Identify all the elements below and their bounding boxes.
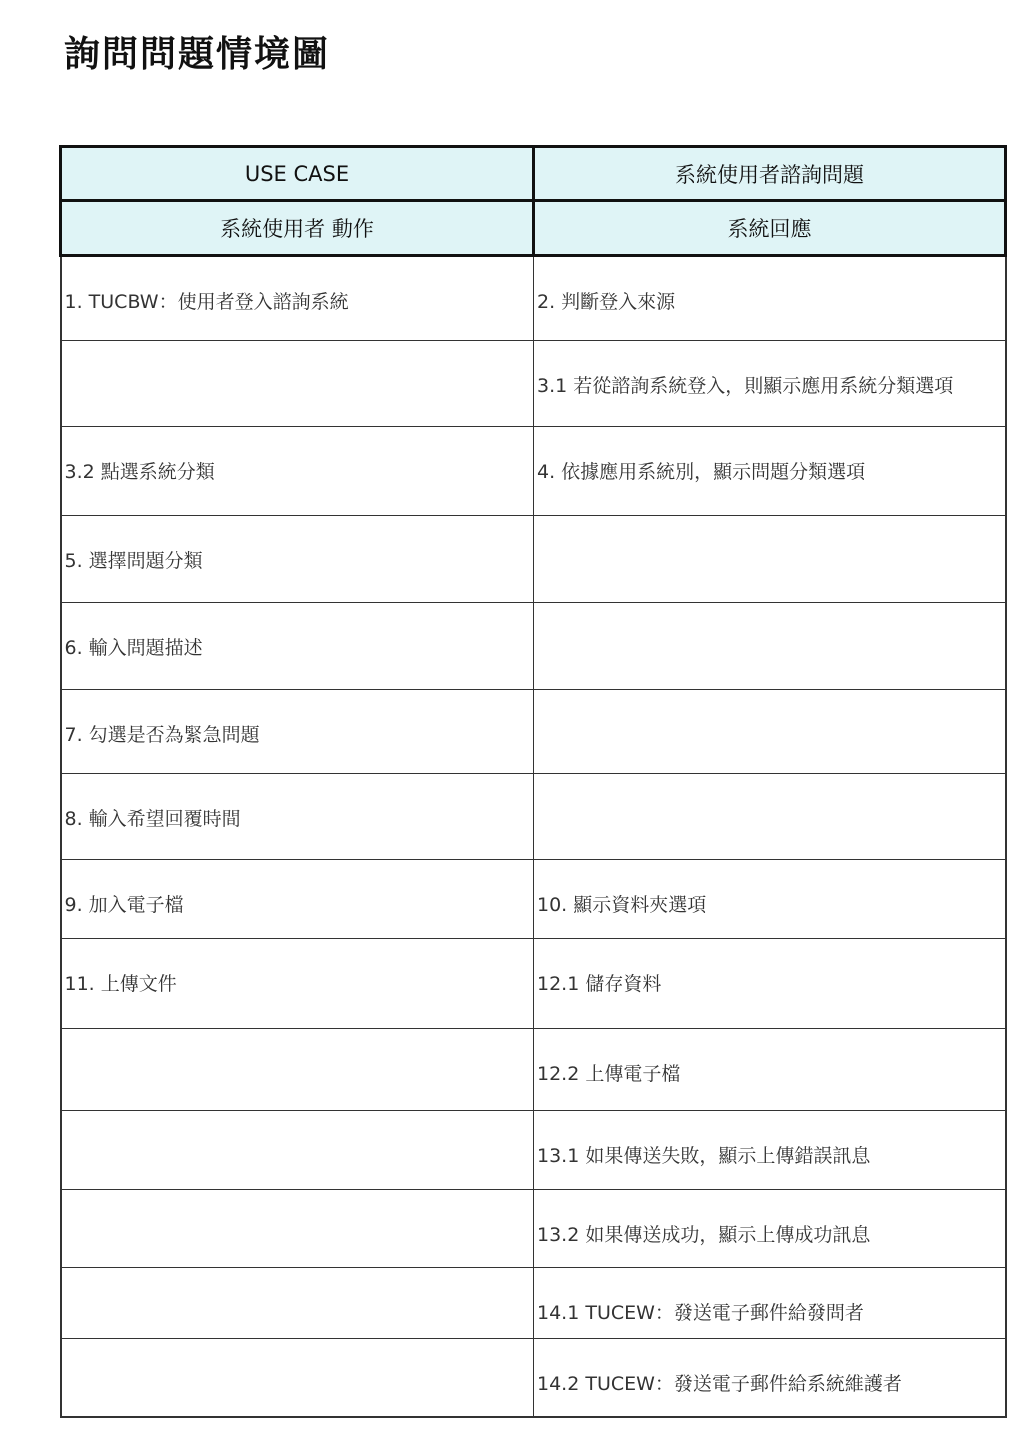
header-user-action: 系統使用者 動作 [61, 201, 534, 256]
user-action-cell [61, 1268, 534, 1339]
table-row [61, 1111, 1006, 1190]
user-action-cell: 8. 輸入希望回覆時間 [61, 774, 534, 860]
system-response-cell: 14.1 TUCEW：發送電子郵件給發問者 [534, 1268, 1006, 1339]
user-action-cell: 11. 上傳文件 [61, 939, 534, 1029]
system-response-cell: 12.1 儲存資料 [534, 939, 1006, 1029]
user-action-cell: 9. 加入電子檔 [61, 860, 534, 939]
system-response-cell: 10. 顯示資料夾選項 [534, 860, 1006, 939]
table-row [61, 256, 1006, 341]
header-use-case-label: USE CASE [61, 147, 534, 201]
header-use-case-title: 系統使用者諮詢問題 [534, 147, 1006, 201]
user-action-cell [61, 1111, 534, 1190]
user-action-cell: 6. 輸入問題描述 [61, 603, 534, 690]
table-row [61, 1339, 1006, 1417]
table-row [61, 1029, 1006, 1111]
system-response-cell: 13.1 如果傳送失敗，顯示上傳錯誤訊息 [534, 1111, 1006, 1190]
user-action-cell [61, 1190, 534, 1268]
header-row-use-case [61, 147, 1006, 201]
user-action-cell: 7. 勾選是否為緊急問題 [61, 690, 534, 774]
table-row [61, 427, 1006, 516]
table-row [61, 860, 1006, 939]
table-row [61, 774, 1006, 860]
system-response-cell: 2. 判斷登入來源 [534, 256, 1006, 341]
system-response-cell [534, 774, 1006, 860]
table-row [61, 516, 1006, 603]
user-action-cell [61, 341, 534, 427]
user-action-cell: 3.2 點選系統分類 [61, 427, 534, 516]
user-action-cell [61, 1029, 534, 1111]
system-response-cell [534, 690, 1006, 774]
system-response-cell [534, 603, 1006, 690]
user-action-cell [61, 1339, 534, 1417]
page-title: 詢問問題情境圖 [64, 33, 331, 75]
system-response-cell: 14.2 TUCEW：發送電子郵件給系統維護者 [534, 1339, 1006, 1417]
user-action-cell: 1. TUCBW：使用者登入諮詢系統 [61, 256, 534, 341]
table-row [61, 1268, 1006, 1339]
header-row-columns [61, 201, 1006, 256]
system-response-cell: 13.2 如果傳送成功，顯示上傳成功訊息 [534, 1190, 1006, 1268]
header-system-response: 系統回應 [534, 201, 1006, 256]
table-row [61, 690, 1006, 774]
system-response-cell: 12.2 上傳電子檔 [534, 1029, 1006, 1111]
system-response-cell: 3.1 若從諮詢系統登入，則顯示應用系統分類選項 [534, 341, 1006, 427]
system-response-cell [534, 516, 1006, 603]
table-row [61, 1190, 1006, 1268]
system-response-cell: 4. 依據應用系統別，顯示問題分類選項 [534, 427, 1006, 516]
table-row [61, 341, 1006, 427]
table-row [61, 603, 1006, 690]
use-case-table [59, 145, 1007, 1418]
user-action-cell: 5. 選擇問題分類 [61, 516, 534, 603]
table-row [61, 939, 1006, 1029]
